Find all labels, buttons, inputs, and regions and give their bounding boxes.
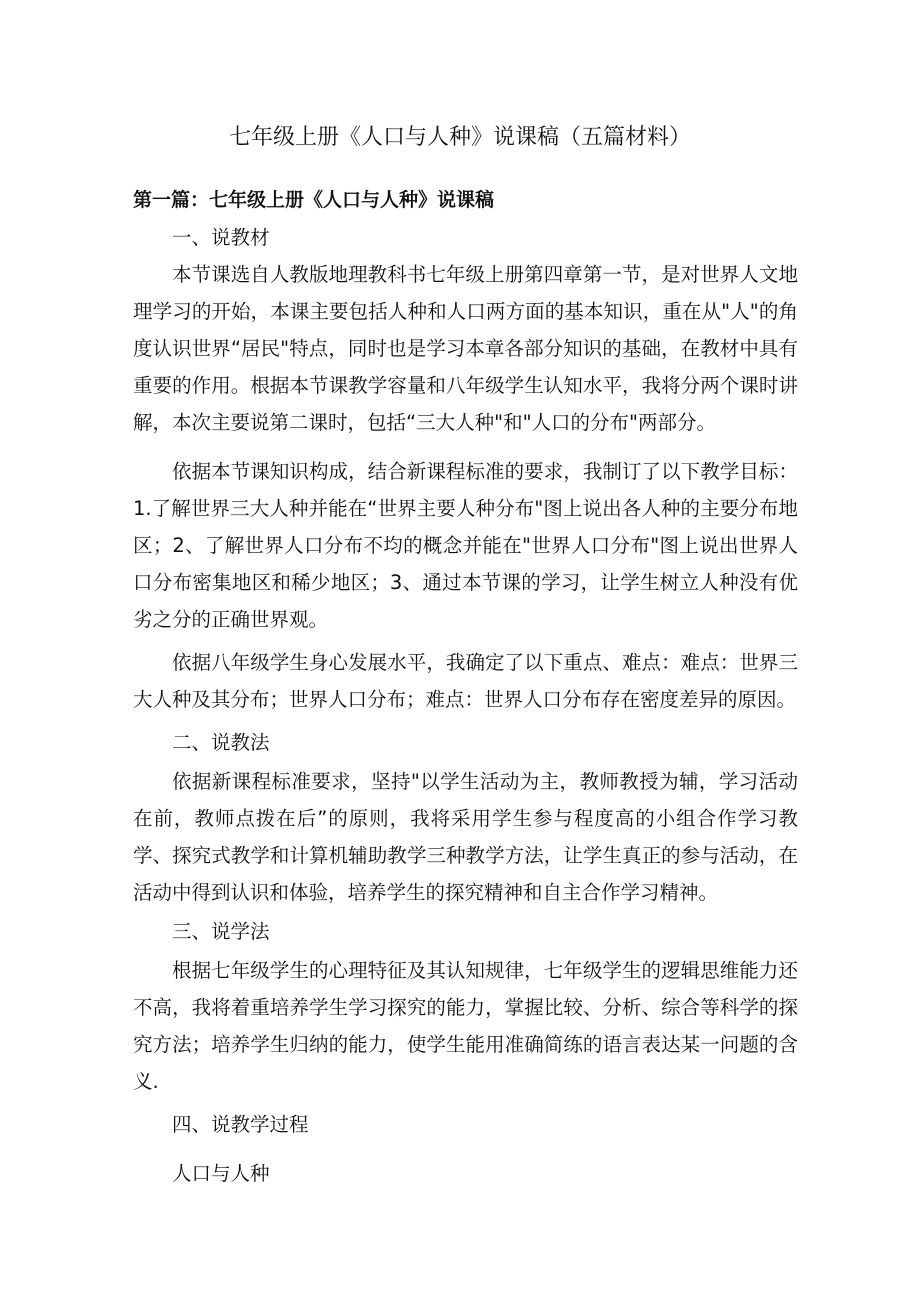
heading-teaching-process: 四、说教学过程 — [172, 1113, 309, 1136]
heading-learning-method: 三、说学法 — [172, 920, 270, 943]
section-title: 第一篇：七年级上册《人口与人种》说课稿 — [133, 189, 495, 211]
paragraph-key-points: 依据八年级学生身心发展水平，我确定了以下重点、难点：难点：世界三大人种及其分布；世界人口分布；难点：世界人口分布存在密度差异的原因。 — [133, 651, 798, 711]
document-body — [133, 219, 798, 1192]
paragraph-material-intro: 本节课选自人教版地理教科书七年级上册第四章第一节，是对世界人文地理学习的开始，本课主要包括人种和人口两方面的基本知识，重在从"人"的角度认识世界“居民"特点，同时也是学习本章各部分知识的基础，在教材中具有重要的作用。根据本节课教学容量和八年级学生认知水平，我将分两个课时讲解，本次主要说第二课时，包括“三大人种"和"人口的分布"两部分。 — [133, 263, 798, 434]
paragraph-learning-method: 根据七年级学生的心理特征及其认知规律，七年级学生的逻辑思维能力还不高，我将着重培养学生学习探究的能力，掌握比较、分析、综合等科学的探究方法；培养学生归纳的能力，使学生能用准确简练的语言表达某一问题的含义. — [133, 959, 798, 1093]
document-title: 七年级上册《人口与人种》说课稿（五篇材料） — [228, 125, 691, 150]
paragraph-teaching-method: 依据新课程标准要求，坚持"以学生活动为主，教师教授为辅，学习活动在前，教师点拨在后”的原则，我将采用学生参与程度高的小组合作学习教学、探究式教学和计算机辅助教学三种教学方法，让学生真正的参与活动，在活动中得到认识和体验，培养学生的探究精神和自主合作学习精神。 — [133, 770, 798, 904]
heading-teaching-method: 二、说教法 — [172, 731, 270, 754]
heading-teaching-material: 一、说教材 — [172, 226, 270, 249]
subheading-population-race: 人口与人种 — [172, 1162, 270, 1185]
paragraph-teaching-goals: 依据本节课知识构成，结合新课程标准的要求，我制订了以下教学目标：1.了解世界三大人种并能在“世界主要人种分布"图上说出各人种的主要分布地区；2、了解世界人口分布不均的概念并能在"世界人口分布"图上说出世界人口分布密集地区和稀少地区；3、通过本节课的学习，让学生树立人种没有优劣之分的正确世界观。 — [133, 460, 798, 631]
